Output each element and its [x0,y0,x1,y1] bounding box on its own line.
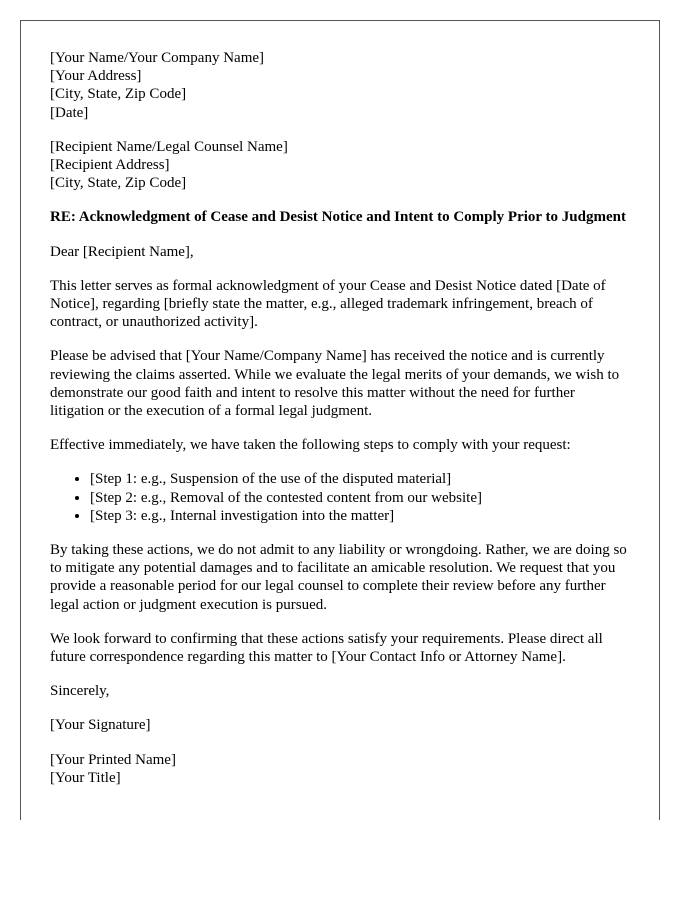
sender-address: [Your Address] [50,68,142,85]
signer-title: [Your Title] [50,769,121,786]
list-item: • [Step 2: e.g., Removal of the contested content from our website] [90,489,630,507]
body-paragraph-1: This letter serves as formal acknowledgment of your Cease and Desist Notice dated [Date of Notice], regarding [briefly state the matter, e.g., alleged trademark infringement, breach of contract, or unauthorized activity]. [50,277,606,331]
printed-name: [Your Printed Name] [50,751,176,768]
letter-content [50,49,630,803]
sender-name: [Your Name/Your Company Name] [50,50,265,66]
sender-block [50,49,630,122]
signer-block [50,751,630,787]
body-paragraph-2: Please be advised that [Your Name/Company Name] has received the notice and is currently reviewing the claims asserted. While we evaluate the legal merits of your demands, we wish to demonstrate our good faith and intent to resolve this matter without the need for further litigation or the execution of a formal legal judgment. [50,348,620,420]
recipient-name: [Recipient Name/Legal Counsel Name] [50,138,288,155]
body-paragraph-4: By taking these actions, we do not admit to any liability or wrongdoing. Rather, we are doing so to mitigate any potential damages and to facilitate an amicable resolution. We request that you provide a reasonable period for our legal counsel to complete their review before any further legal action or judgment execution is pursued. [50,542,627,613]
valediction: Sincerely, [50,683,110,700]
letter-date: [Date] [50,104,89,121]
recipient-address: [Recipient Address] [50,157,170,174]
subject-line: RE: Acknowledgment of Cease and Desist Notice and Intent to Comply Prior to Judgment [50,209,626,226]
sender-city-state-zip: [City, State, Zip Code] [50,86,187,103]
recipient-block [50,138,630,193]
body-paragraph-3: Effective immediately, we have taken the following steps to comply with your request: [50,437,571,454]
recipient-city-state-zip: [City, State, Zip Code] [50,175,187,192]
body-paragraph-5: We look forward to confirming that these actions satisfy your requirements. Please direct all future correspondence regarding this matter to [Your Contact Info or Attorney Name]. [50,630,603,666]
list-item: • [Step 3: e.g., Internal investigation into the matter] [90,507,630,525]
steps-list [50,470,630,525]
signature-placeholder: [Your Signature] [50,717,151,734]
list-item: • [Step 1: e.g., Suspension of the use of the disputed material] [90,470,630,488]
salutation: Dear [Recipient Name], [50,243,194,260]
letter-page [20,20,660,820]
